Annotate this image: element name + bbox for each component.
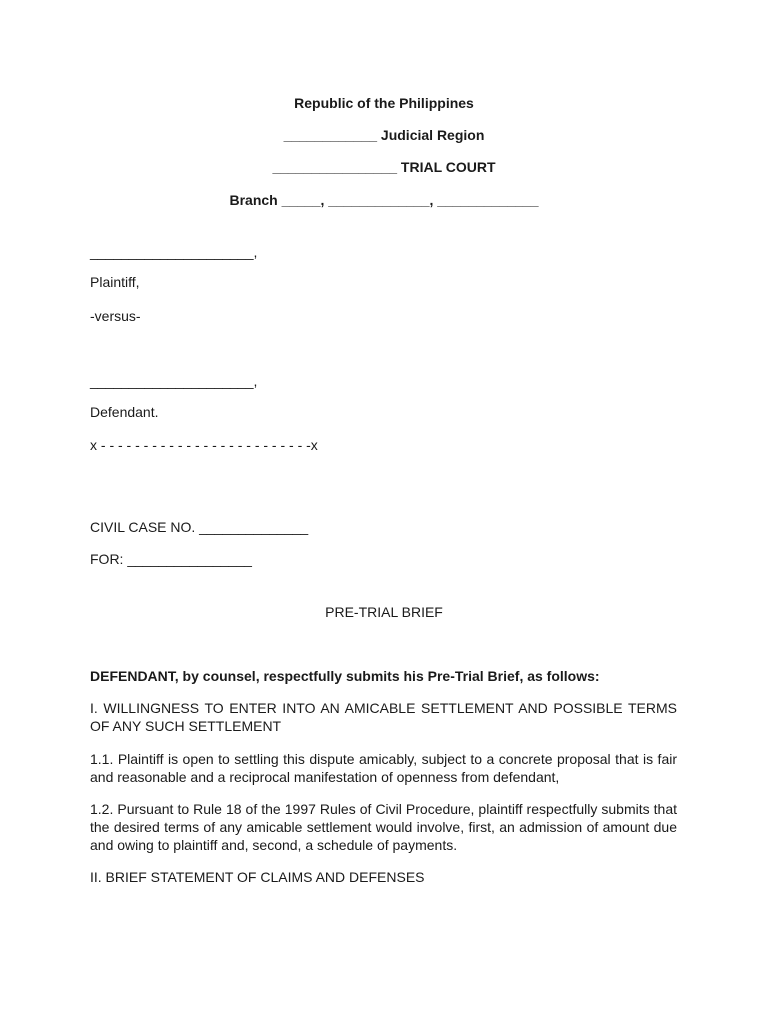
caption-branch: Branch _____, _____________, _____________ [229,192,539,208]
caption-separator: x - - - - - - - - - - - - - - - - - - - - - - - - -x [90,437,318,453]
intro-paragraph: DEFENDANT, by counsel, respectfully submits his Pre-Trial Brief, as follows: [90,668,600,684]
document-title: PRE-TRIAL BRIEF [325,604,443,620]
defendant-label: Defendant. [90,404,159,420]
paragraph-1-1: 1.1. Plaintiff is open to settling this dispute amicably, subject to a concrete proposal that is fair and reasonable and a reciprocal manifestation of openness from defendant, [90,751,677,785]
versus-label: -versus- [90,308,141,324]
section-1-heading: I. WILLINGNESS TO ENTER INTO AN AMICABLE SETTLEMENT AND POSSIBLE TERMS OF ANY SUCH SETTLEMENT [90,700,677,734]
caption-republic: Republic of the Philippines [294,95,474,111]
case-subject: FOR: ________________ [90,551,252,567]
caption-judicial-region: ____________ Judicial Region [283,127,485,143]
defendant-name-blank: _____________________, [90,373,258,389]
caption-trial-court: ________________ TRIAL COURT [272,159,496,175]
civil-case-number: CIVIL CASE NO. ______________ [90,519,309,535]
plaintiff-name-blank: _____________________, [90,244,258,260]
plaintiff-label: Plaintiff, [90,274,140,290]
paragraph-1-2: 1.2. Pursuant to Rule 18 of the 1997 Rules of Civil Procedure, plaintiff respectfully submits that the desired terms of any amicable settlement would involve, first, an admission of amount due and owing to plaintiff and, second, a schedule of payments. [90,801,677,853]
section-2-heading: II. BRIEF STATEMENT OF CLAIMS AND DEFENSES [90,869,425,885]
